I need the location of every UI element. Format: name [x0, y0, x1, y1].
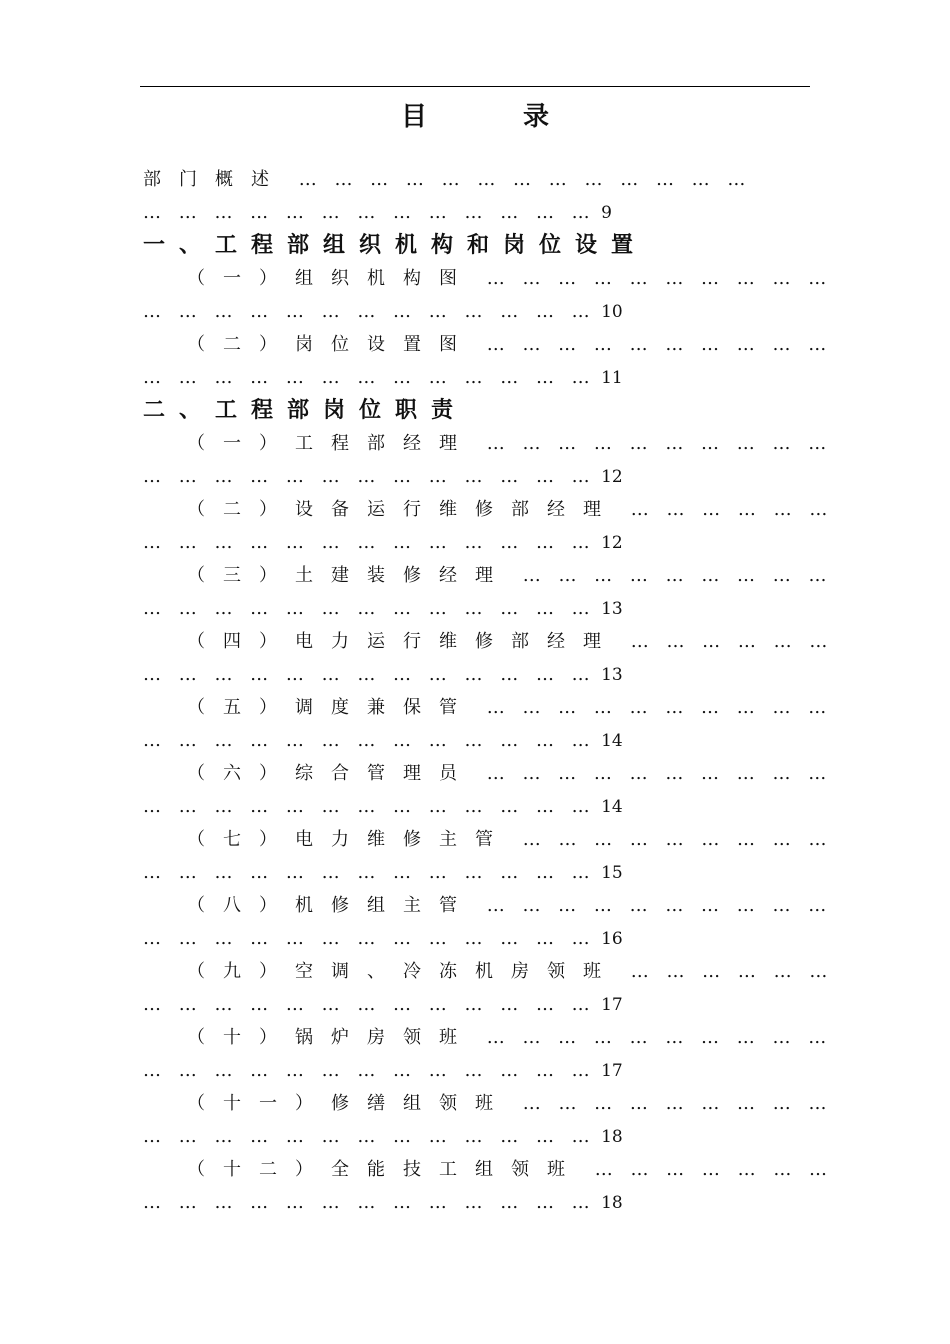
toc-entry-label: （十二）全能技工组领班 [187, 1159, 583, 1180]
leader-dots: … … … … … … … … … … … … … [143, 730, 596, 751]
leader-dots: … … … … … … [619, 499, 834, 520]
leader-dots: … … … … … … … … … … … … … [143, 367, 596, 388]
toc-entry-line [143, 922, 803, 955]
toc-entry-line [143, 988, 803, 1021]
toc-page-number: 18 [595, 1193, 623, 1213]
toc-entry-label: 部门概述 [143, 169, 287, 190]
leader-dots: … … … … … … … … … [511, 565, 833, 586]
toc-entry[interactable] [143, 427, 833, 493]
toc-entry-line [143, 691, 833, 724]
leader-dots: … … … … … … … … … … … … … [287, 169, 752, 190]
toc-page-number: 17 [595, 1061, 623, 1081]
toc-entry[interactable] [143, 1021, 833, 1087]
toc-page-number: 18 [595, 1127, 623, 1147]
toc-entry-label: （五）调度兼保管 [187, 697, 475, 718]
header-rule [140, 86, 810, 87]
toc-entry-line [143, 262, 833, 295]
leader-dots: … … … … … … … … … … … … … [143, 928, 596, 949]
toc-entry-line [143, 295, 803, 328]
toc-entry-label: （九）空调、冷冻机房领班 [187, 961, 619, 982]
toc-entry[interactable] [143, 625, 834, 691]
toc-entry-line [143, 196, 803, 229]
toc-page-number: 14 [595, 731, 623, 751]
leader-dots: … … … … … … … … … … … … … [143, 532, 596, 553]
toc-entry-line [143, 163, 803, 196]
leader-dots: … … … … … … … … … … … … … [143, 1192, 596, 1213]
toc-entry-line [143, 526, 803, 559]
toc-entry[interactable] [143, 163, 803, 229]
leader-dots: … … … … … … … [583, 1159, 834, 1180]
toc-entry-label: （十一）修缮组领班 [187, 1093, 511, 1114]
toc-entry-line [143, 757, 833, 790]
leader-dots: … … … … … … … … … … [475, 1027, 833, 1048]
toc-entry-line [143, 889, 833, 922]
toc-entry[interactable] [143, 328, 833, 394]
toc-entry[interactable] [143, 691, 833, 757]
toc-entry-line [143, 856, 803, 889]
toc-entry-line [143, 427, 833, 460]
toc-page-number: 9 [595, 203, 612, 223]
toc-entry[interactable] [143, 1153, 834, 1219]
toc-entry-line [143, 1186, 803, 1219]
toc-title [0, 96, 950, 133]
toc-entry-label: （一）工程部经理 [187, 433, 475, 454]
toc-entry[interactable] [143, 493, 834, 559]
leader-dots: … … … … … … … … … … … … … [143, 598, 596, 619]
toc-entry-line [143, 559, 833, 592]
toc-entry-label: （四）电力运行维修部经理 [187, 631, 619, 652]
leader-dots: … … … … … … … … … … [475, 697, 833, 718]
toc-entry-line [143, 460, 803, 493]
toc-entry-label: （六）综合管理员 [187, 763, 475, 784]
leader-dots: … … … … … … … … … … [475, 763, 833, 784]
toc-entry-line [143, 1153, 834, 1186]
leader-dots: … … … … … … … … … … … … … [143, 994, 596, 1015]
leader-dots: … … … … … … … … … … [475, 895, 833, 916]
leader-dots: … … … … … … … … … … [475, 268, 833, 289]
leader-dots: … … … … … … … … … … … … … [143, 202, 596, 223]
leader-dots: … … … … … … … … … … … … … [143, 466, 596, 487]
leader-dots: … … … … … … [619, 631, 834, 652]
toc-entry[interactable] [143, 889, 833, 955]
toc-page-number: 17 [595, 995, 623, 1015]
leader-dots: … … … … … … [619, 961, 834, 982]
toc-entry-line [143, 493, 834, 526]
toc-entry[interactable] [143, 559, 833, 625]
toc-entry-label: （一）组织机构图 [187, 268, 475, 289]
leader-dots: … … … … … … … … … … [475, 433, 833, 454]
leader-dots: … … … … … … … … … … … … … [143, 1126, 596, 1147]
leader-dots: … … … … … … … … … [511, 829, 833, 850]
toc-title-left: 目 [400, 102, 427, 132]
leader-dots: … … … … … … … … … … … … … [143, 301, 596, 322]
toc-title-right: 录 [523, 102, 550, 132]
toc-page-number: 14 [595, 797, 623, 817]
table-of-contents [143, 163, 834, 1219]
toc-entry-line [143, 592, 803, 625]
toc-page-number: 13 [595, 599, 623, 619]
leader-dots: … … … … … … … … … … … … … [143, 664, 596, 685]
toc-entry-label: （八）机修组主管 [187, 895, 475, 916]
toc-entry[interactable] [143, 823, 833, 889]
toc-entry-line [143, 658, 803, 691]
toc-entry-line [143, 1054, 803, 1087]
toc-entry[interactable] [143, 262, 833, 328]
toc-entry[interactable] [143, 955, 834, 1021]
toc-entry-line [143, 724, 803, 757]
toc-page-number: 16 [595, 929, 623, 949]
toc-page-number: 11 [595, 368, 623, 388]
toc-entry-line [143, 1087, 833, 1120]
toc-page-number: 15 [595, 863, 623, 883]
toc-entry[interactable] [143, 1087, 833, 1153]
toc-entry-line [143, 823, 833, 856]
toc-entry-label: （二）岗位设置图 [187, 334, 475, 355]
toc-entry-line [143, 1021, 833, 1054]
leader-dots: … … … … … … … … … [511, 1093, 833, 1114]
toc-page-number: 12 [595, 467, 623, 487]
toc-entry-line [143, 790, 803, 823]
toc-entry[interactable] [143, 757, 833, 823]
toc-page-number: 13 [595, 665, 623, 685]
toc-page-number: 10 [595, 302, 623, 322]
toc-entry-label: （七）电力维修主管 [187, 829, 511, 850]
section-heading: 二、工程部岗位职责 [143, 397, 468, 423]
toc-entry-line [143, 955, 834, 988]
toc-entry-label: （十）锅炉房领班 [187, 1027, 475, 1048]
toc-page-number: 12 [595, 533, 623, 553]
leader-dots: … … … … … … … … … … … … … [143, 796, 596, 817]
section-heading: 一、工程部组织机构和岗位设置 [143, 232, 648, 258]
leader-dots: … … … … … … … … … … … … … [143, 1060, 596, 1081]
leader-dots: … … … … … … … … … … … … … [143, 862, 596, 883]
toc-entry-label: （二）设备运行维修部经理 [187, 499, 619, 520]
toc-entry-label: （三）土建装修经理 [187, 565, 511, 586]
toc-entry-line [143, 328, 833, 361]
leader-dots: … … … … … … … … … … [475, 334, 833, 355]
toc-entry-line [143, 1120, 803, 1153]
toc-entry-line [143, 625, 834, 658]
toc-entry-line [143, 361, 803, 394]
